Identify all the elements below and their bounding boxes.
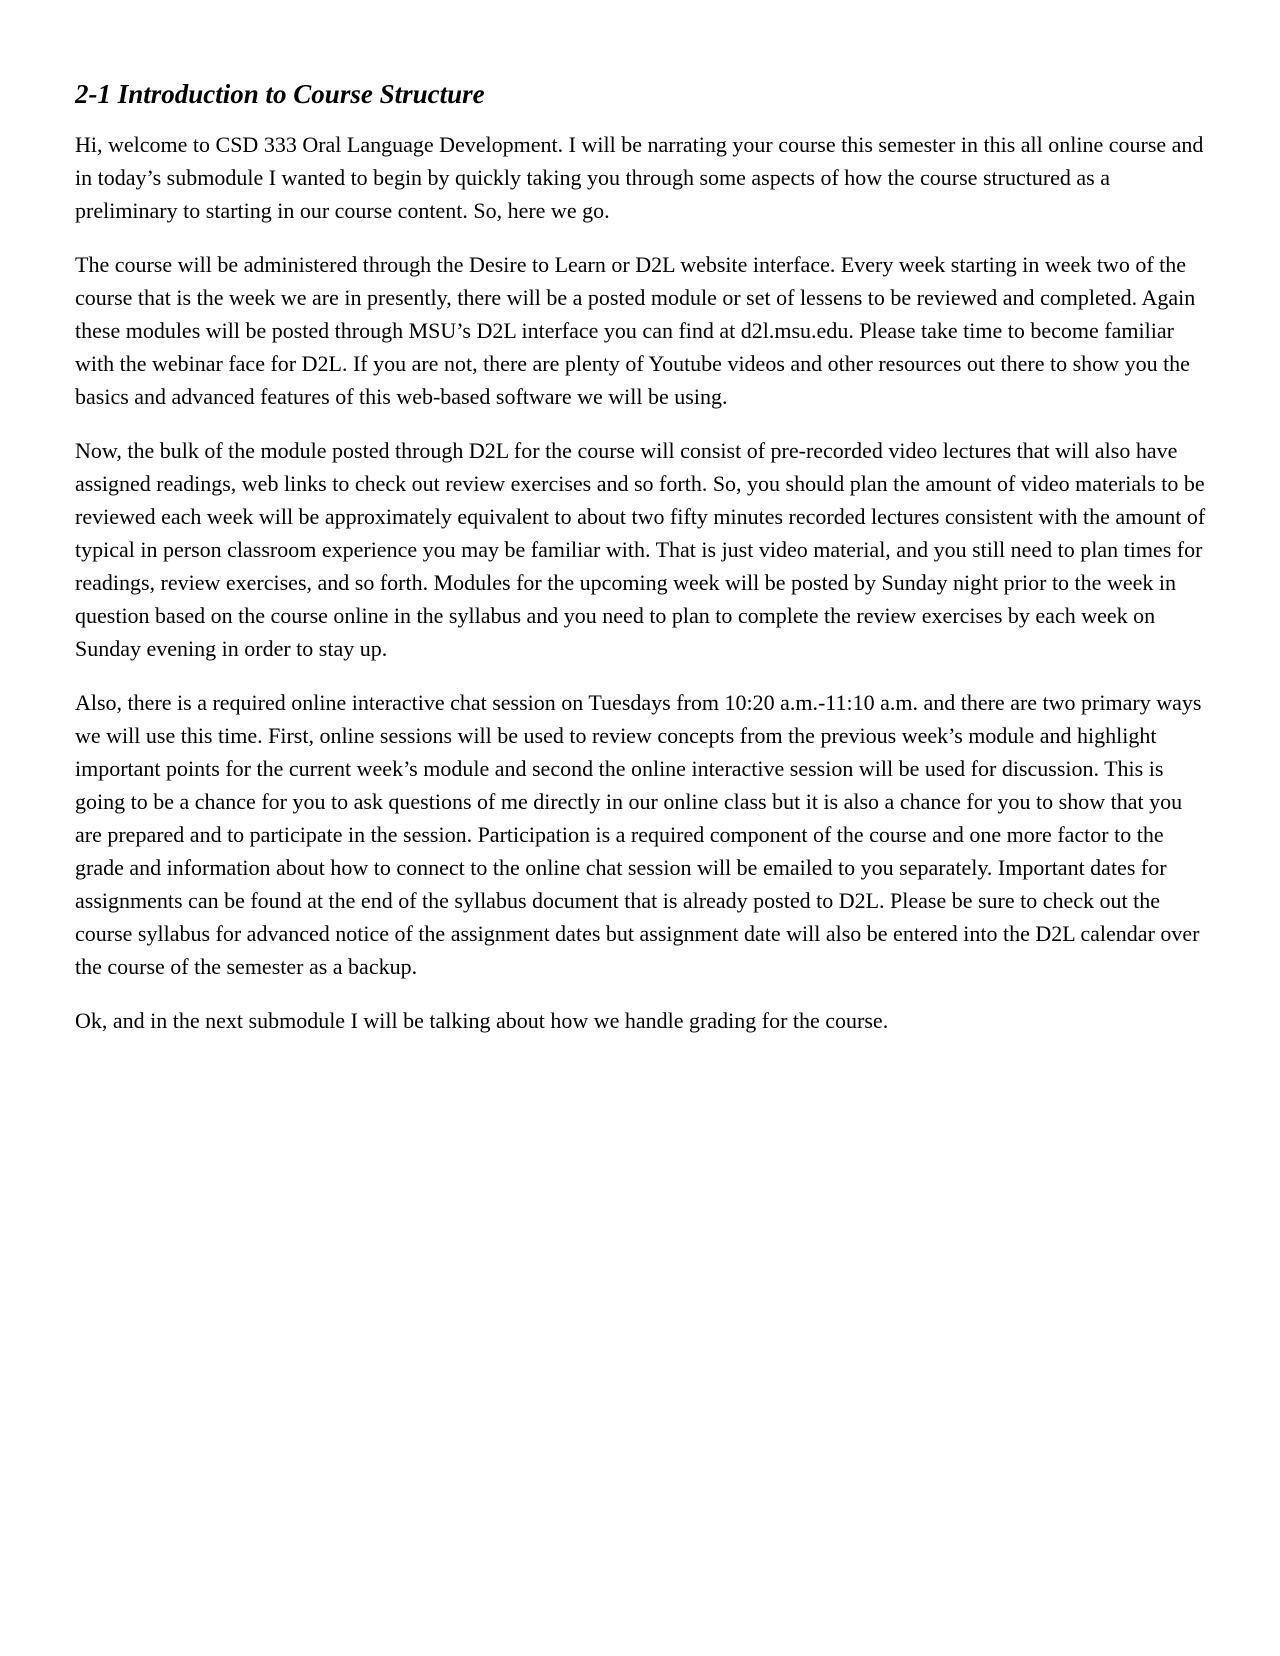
- paragraph-module-content: Now, the bulk of the module posted through D2L for the course will consist of pre-recorded video lectures that will also have assigned readings, web links to check out review exercises and so forth. So, you should plan the amount of video materials to be reviewed each week will be approximately equivalent to about two fifty minutes recorded lectures consistent with the amount of typical in person classroom experience you may be familiar with. That is just video material, and you still need to plan times for readings, review exercises, and so forth. Modules for the upcoming week will be posted by Sunday night prior to the week in question based on the course online in the syllabus and you need to plan to complete the review exercises by each week on Sunday evening in order to stay up.: [75, 438, 1206, 662]
- paragraph-welcome: Hi, welcome to CSD 333 Oral Language Development. I will be narrating your course this semester in this all online course and in today’s submodule I wanted to begin by quickly taking you through some aspects of how the course structured as a preliminary to starting in our course content. So, here we go.: [75, 132, 1204, 224]
- paragraph-d2l-administration: The course will be administered through the Desire to Learn or D2L website interface. Every week starting in week two of the course that is the week we are in presently, there will be a posted module or set of lessens to be reviewed and completed. Again these modules will be posted through MSU’s D2L interface you can find at d2l.msu.edu. Please take time to become familiar with the webinar face for D2L. If you are not, there are plenty of Youtube videos and other resources out there to show you the basics and advanced features of this web-based software we will be using.: [75, 252, 1196, 410]
- paragraph-closing: Ok, and in the next submodule I will be talking about how we handle grading for the course.: [75, 1008, 889, 1034]
- document-title: 2-1 Introduction to Course Structure: [75, 79, 485, 109]
- paragraph-chat-session: Also, there is a required online interactive chat session on Tuesdays from 10:20 a.m.-11:10 a.m. and there are two primary ways we will use this time. First, online sessions will be used to review concepts from the previous week’s module and highlight important points for the current week’s module and second the online interactive session will be used for discussion. This is going to be a chance for you to ask questions of me directly in our online class but it is also a chance for you to show that you are prepared and to participate in the session. Participation is a required component of the course and one more factor to the grade and information about how to connect to the online chat session will be emailed to you separately. Important dates for assignments can be found at the end of the syllabus document that is already posted to D2L. Please be sure to check out the course syllabus for advanced notice of the assignment dates but assignment date will also be entered into the D2L calendar over the course of the semester as a backup.: [75, 690, 1202, 980]
- document-page: [75, 70, 1210, 1058]
